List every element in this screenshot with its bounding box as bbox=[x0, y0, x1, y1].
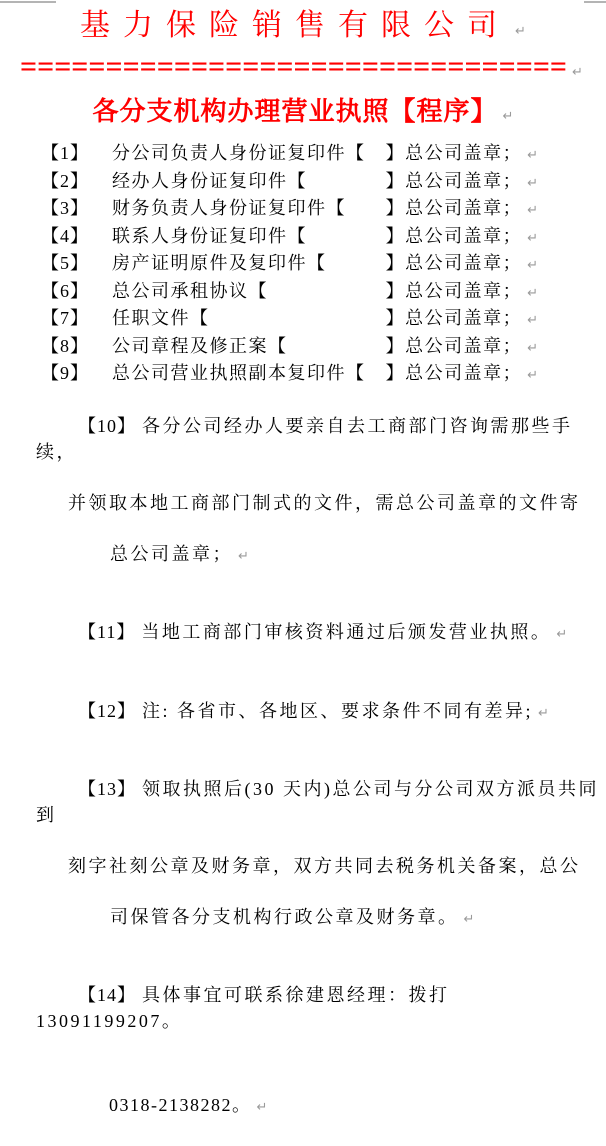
paragraph-item-10-line-2: 并领取本地工商部门制式的文件，需总公司盖章的文件寄 bbox=[0, 491, 606, 517]
paragraph-mark-icon: ↵ bbox=[572, 65, 583, 80]
checklist-row bbox=[0, 141, 606, 169]
item-number: 【8】 bbox=[41, 334, 112, 360]
bracket-tail: 】总公司盖章； bbox=[386, 224, 523, 250]
paragraph-mark-icon: ↵ bbox=[527, 198, 538, 224]
item-number: 【10】 bbox=[78, 416, 136, 436]
paragraph-mark-icon: ↵ bbox=[464, 912, 475, 927]
company-title-line bbox=[0, 0, 606, 52]
paragraph-text: 0318-2138282。 bbox=[109, 1095, 252, 1115]
checklist bbox=[0, 141, 606, 389]
item-label: 分公司负责人身份证复印件【 bbox=[112, 141, 366, 167]
item-number: 【1】 bbox=[41, 141, 112, 167]
paragraph-item-13-line-2: 刻字社刻公章及财务章，双方共同去税务机关备案，总公 bbox=[0, 854, 606, 880]
item-label: 公司章程及修正案【 bbox=[112, 334, 288, 360]
item-number: 【4】 bbox=[41, 224, 112, 250]
paragraph-mark-icon: ↵ bbox=[527, 308, 538, 334]
bracket-tail: 】总公司盖章； bbox=[386, 196, 523, 222]
paragraph-mark-icon: ↵ bbox=[556, 627, 567, 642]
divider-equals: ================================ bbox=[20, 56, 567, 83]
paragraph-mark-icon: ↵ bbox=[527, 253, 538, 279]
paragraph-text: 当地工商部门审核资料通过后颁发营业执照。 bbox=[141, 622, 551, 642]
checklist-row bbox=[0, 224, 606, 252]
paragraph-item-13-line-1 bbox=[0, 752, 606, 854]
item-number: 【12】 bbox=[78, 701, 136, 721]
paragraph-item-12 bbox=[0, 673, 606, 752]
paragraph-item-10-line-1 bbox=[0, 389, 606, 491]
checklist-row bbox=[0, 169, 606, 197]
paragraph-mark-icon: ↵ bbox=[538, 706, 549, 721]
page-title: 基力保险销售有限公司 bbox=[80, 9, 510, 42]
bracket-tail: 】总公司盖章； bbox=[386, 334, 523, 360]
checklist-row bbox=[0, 361, 606, 389]
paragraph-mark-icon: ↵ bbox=[238, 549, 249, 564]
paragraph-mark-icon: ↵ bbox=[527, 143, 538, 169]
item-number: 【13】 bbox=[78, 779, 136, 799]
margin-crop-mark-left bbox=[0, 1, 56, 3]
item-label: 任职文件【 bbox=[112, 306, 210, 332]
section-heading: 各分支机构办理营业执照【程序】 bbox=[93, 97, 498, 126]
bracket-tail: 】总公司盖章； bbox=[386, 279, 523, 305]
item-label: 财务负责人身份证复印件【 bbox=[112, 196, 346, 222]
divider-line bbox=[0, 56, 606, 84]
paragraph-mark-icon: ↵ bbox=[527, 281, 538, 307]
paragraph-text: 领取执照后(30 天内)总公司与分公司双方派员共同到 bbox=[36, 779, 599, 825]
checklist-row bbox=[0, 334, 606, 362]
item-label: 联系人身份证复印件【 bbox=[112, 224, 307, 250]
paragraph-mark-icon: ↵ bbox=[503, 109, 514, 124]
bracket-tail: 】总公司盖章； bbox=[386, 306, 523, 332]
item-label: 总公司营业执照副本复印件【 bbox=[112, 361, 366, 387]
paragraph-mark-icon: ↵ bbox=[527, 171, 538, 197]
checklist-row bbox=[0, 279, 606, 307]
paragraph-text: 总公司盖章； bbox=[110, 544, 233, 564]
paragraph-mark-icon: ↵ bbox=[527, 226, 538, 252]
bracket-tail: 】总公司盖章； bbox=[386, 251, 523, 277]
paragraph-mark-icon: ↵ bbox=[527, 363, 538, 389]
paragraph-item-11 bbox=[0, 595, 606, 674]
item-label: 总公司承租协议【 bbox=[112, 279, 268, 305]
paragraph-text: 司保管各分支机构行政公章及财务章。 bbox=[110, 907, 459, 927]
paragraph-text: 具体事宜可联系徐建恩经理：拨打 13091199207。 bbox=[36, 985, 464, 1031]
section-heading-line bbox=[0, 97, 606, 132]
paragraph-text: 各分公司经办人要亲自去工商部门咨询需那些手续， bbox=[36, 416, 573, 462]
item-number: 【9】 bbox=[41, 361, 112, 387]
paragraph-mark-icon: ↵ bbox=[257, 1100, 268, 1115]
margin-crop-mark-right bbox=[584, 1, 606, 3]
item-number: 【11】 bbox=[78, 622, 135, 642]
paragraph-item-10-line-3 bbox=[0, 516, 606, 595]
bracket-tail: 】总公司盖章； bbox=[386, 141, 523, 167]
item-number: 【7】 bbox=[41, 306, 112, 332]
checklist-row bbox=[0, 306, 606, 334]
item-number: 【2】 bbox=[41, 169, 112, 195]
bracket-tail: 】总公司盖章； bbox=[386, 169, 523, 195]
paragraph-mark-icon: ↵ bbox=[515, 24, 526, 39]
paragraph-text: 注: 各省市、各地区、要求条件不同有差异; bbox=[142, 701, 533, 721]
item-number: 【14】 bbox=[78, 985, 136, 1005]
procedure-paragraphs bbox=[0, 389, 606, 1146]
paragraph-item-14-line-2 bbox=[0, 1068, 606, 1146]
paragraph-mark-icon: ↵ bbox=[527, 336, 538, 362]
bracket-tail: 】总公司盖章； bbox=[386, 361, 523, 387]
item-number: 【6】 bbox=[41, 279, 112, 305]
checklist-row bbox=[0, 251, 606, 279]
paragraph-item-13-line-3 bbox=[0, 879, 606, 958]
paragraph-item-14-line-1 bbox=[0, 958, 606, 1060]
item-label: 经办人身份证复印件【 bbox=[112, 169, 307, 195]
item-number: 【5】 bbox=[41, 251, 112, 277]
item-number: 【3】 bbox=[41, 196, 112, 222]
item-label: 房产证明原件及复印件【 bbox=[112, 251, 327, 277]
checklist-row bbox=[0, 196, 606, 224]
